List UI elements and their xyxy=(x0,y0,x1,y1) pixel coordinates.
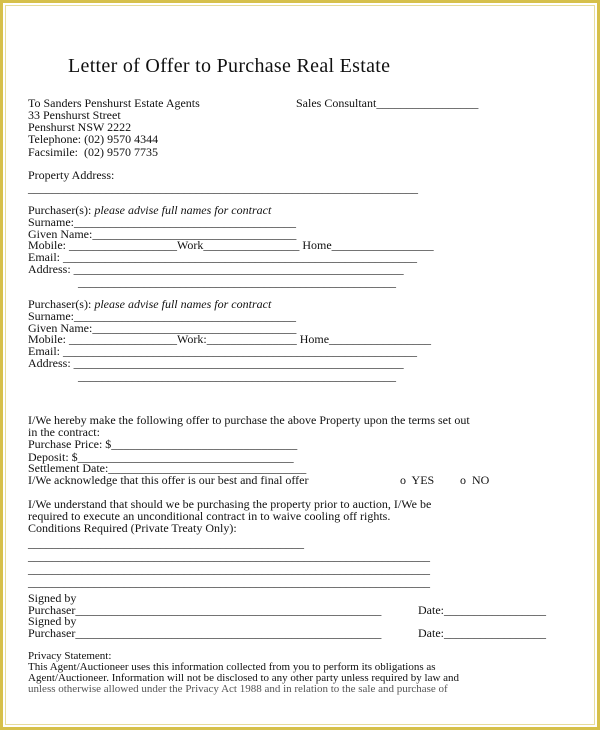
best-final-offer-no-option[interactable]: o NO xyxy=(460,473,490,487)
auction-statement-cont: required to execute an unconditional contract in to waive cooling off rights. xyxy=(28,509,391,523)
purchaser1-note: please advise full names for contract xyxy=(94,203,272,217)
purchaser2-given-name-field[interactable]: Given Name:__________________________________ xyxy=(28,321,297,335)
privacy-heading: Privacy Statement: xyxy=(28,650,112,662)
purchaser1-given-name-field[interactable]: Given Name:__________________________________ xyxy=(28,227,297,241)
best-final-offer-text: I/We acknowledge that this offer is our best and final offer xyxy=(28,473,309,487)
conditions-field-line2[interactable]: ___________________________________________________________________ xyxy=(28,549,430,563)
privacy-text-line2: Agent/Auctioneer. Information will not be disclosed to any other party unless required by law and xyxy=(28,672,460,684)
signed-by-label-2: Signed by xyxy=(28,614,77,628)
agent-suburb: Penshurst NSW 2222 xyxy=(28,120,132,134)
purchaser-signature-field-1[interactable]: Purchaser___________________________________________________ xyxy=(28,603,382,617)
agent-name: To Sanders Penshurst Estate Agents xyxy=(28,96,200,110)
purchaser1-address-line2-field[interactable]: _____________________________________________________ xyxy=(78,275,396,289)
agent-facsimile: Facsimile: (02) 9570 7735 xyxy=(28,145,158,159)
purchaser1-surname-field[interactable]: Surname:_____________________________________ xyxy=(28,215,296,229)
purchase-price-field[interactable]: Purchase Price: $_______________________________ xyxy=(28,437,298,451)
agent-street: 33 Penshurst Street xyxy=(28,108,121,122)
purchaser2-address-field[interactable]: Address: _______________________________________________________ xyxy=(28,356,404,370)
signature-date-field-1[interactable]: Date:_________________ xyxy=(418,603,546,617)
offer-statement-cont: in the contract: xyxy=(28,425,100,439)
auction-statement: I/We understand that should we be purchasing the property prior to auction, I/We be xyxy=(28,497,432,511)
purchaser2-address-line2-field[interactable]: _____________________________________________________ xyxy=(78,369,396,383)
conditions-field-line3[interactable]: ___________________________________________________________________ xyxy=(28,562,430,576)
offer-statement: I/We hereby make the following offer to purchase the above Property upon the terms set out xyxy=(28,413,470,427)
purchaser2-surname-field[interactable]: Surname:_____________________________________ xyxy=(28,309,296,323)
purchaser1-phone-fields[interactable]: Mobile: __________________Work________________ Home_________________ xyxy=(28,238,434,252)
purchaser2-note: please advise full names for contract xyxy=(94,297,272,311)
purchaser2-phone-fields[interactable]: Mobile: __________________Work:_______________ Home_________________ xyxy=(28,332,432,346)
deposit-field[interactable]: Deposit: $____________________________________ xyxy=(28,450,294,464)
purchaser1-address-field[interactable]: Address: _______________________________________________________ xyxy=(28,262,404,276)
agent-telephone: Telephone: (02) 9570 4344 xyxy=(28,132,159,146)
purchaser1-label-text: Purchaser(s): xyxy=(28,203,92,217)
conditions-field-line1[interactable]: ______________________________________________ xyxy=(28,536,304,550)
property-address-field[interactable]: _________________________________________________________________ xyxy=(28,181,418,195)
signature-date-field-2[interactable]: Date:_________________ xyxy=(418,626,546,640)
settlement-date-field[interactable]: Settlement Date:_________________________________ xyxy=(28,461,307,475)
privacy-text-line3: unless otherwise allowed under the Privacy Act 1988 and in relation to the sale and purchase of xyxy=(28,683,448,695)
page-title: Letter of Offer to Purchase Real Estate xyxy=(68,55,391,77)
sales-consultant-field[interactable]: Sales Consultant_________________ xyxy=(296,96,479,110)
signed-by-label-1: Signed by xyxy=(28,591,77,605)
purchaser-signature-field-2[interactable]: Purchaser___________________________________________________ xyxy=(28,626,382,640)
property-address-label: Property Address: xyxy=(28,168,115,182)
purchaser1-email-field[interactable]: Email: ___________________________________________________________ xyxy=(28,250,417,264)
conditions-field-line4[interactable]: ___________________________________________________________________ xyxy=(28,575,430,589)
privacy-text-line1: This Agent/Auctioneer uses this information collected from you to perform its obligations as xyxy=(28,661,436,673)
purchaser2-email-field[interactable]: Email: ___________________________________________________________ xyxy=(28,344,417,358)
conditions-label: Conditions Required (Private Treaty Only): xyxy=(28,521,237,535)
best-final-offer-yes-option[interactable]: o YES xyxy=(400,473,435,487)
purchaser2-label-text: Purchaser(s): xyxy=(28,297,92,311)
